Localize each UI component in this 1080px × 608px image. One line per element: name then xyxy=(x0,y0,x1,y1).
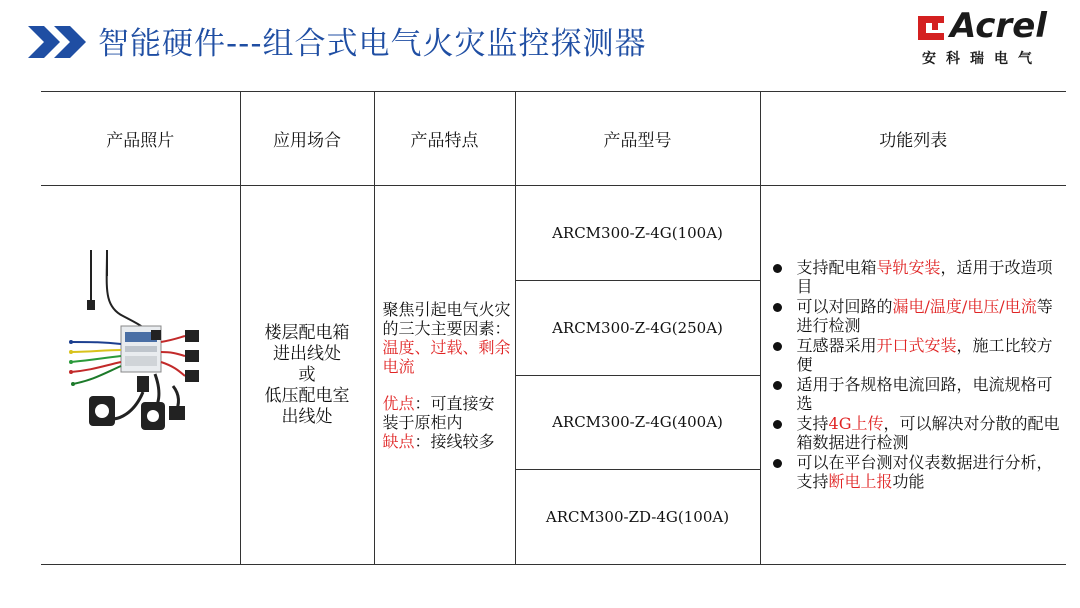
product-photo xyxy=(63,246,213,446)
disadvantage-label: 缺点 xyxy=(382,431,415,451)
bullet-icon xyxy=(773,303,782,312)
function-text: 可以对回路的 xyxy=(796,297,893,316)
bullet-icon xyxy=(773,459,782,468)
header-photo: 产品照片 xyxy=(41,92,240,186)
function-text: 互感器采用 xyxy=(796,336,877,355)
logo-subtitle: 安科瑞电气 xyxy=(922,51,1042,67)
features-cell xyxy=(374,186,515,565)
function-text: 支持配电箱 xyxy=(796,258,877,277)
model-item: ARCM300-Z-4G(250A) xyxy=(516,281,760,376)
function-item xyxy=(769,258,1061,296)
scene-line: 楼层配电箱 xyxy=(264,322,350,343)
function-text: 可以在平台测对仪表数据进行分析，支持 xyxy=(796,453,1053,491)
advantage-desc: ：可直接安装于原柜内 xyxy=(382,393,495,432)
header-application: 应用场合 xyxy=(240,92,374,186)
function-text: 支持 xyxy=(796,414,829,433)
application-cell xyxy=(240,186,374,565)
function-text: 等进行检测 xyxy=(796,297,1053,335)
function-highlight: 4G上传 xyxy=(828,414,884,433)
acrel-logo xyxy=(916,8,1066,68)
bullet-icon xyxy=(773,342,782,351)
function-text: ，适用于改造项目 xyxy=(796,258,1053,296)
features-factors: 温度、过载、剩余电流 xyxy=(382,337,511,376)
header-functions: 功能列表 xyxy=(760,92,1066,186)
function-item xyxy=(769,414,1061,452)
scene-line: 低压配电室 xyxy=(264,385,350,406)
bullet-icon xyxy=(773,420,782,429)
product-table xyxy=(41,91,1066,565)
function-text: ，可以解决对分散的配电箱数据进行检测 xyxy=(796,414,1060,452)
model-item: ARCM300-ZD-4G(100A) xyxy=(545,508,730,527)
logo-wordmark: Acrel xyxy=(950,6,1047,46)
double-chevron-icon xyxy=(28,26,94,58)
function-item xyxy=(769,297,1061,335)
model-list xyxy=(516,186,760,564)
bullet-icon xyxy=(773,264,782,273)
function-highlight: 开口式安装 xyxy=(876,336,957,355)
scene-line: 出线处 xyxy=(281,406,333,427)
features-intro xyxy=(383,300,511,376)
table-header-row xyxy=(41,92,1066,186)
features-intro-text: 聚焦引起电气火灾的三大主要因素： xyxy=(382,299,511,338)
scene-line: 进出线处 xyxy=(273,343,341,364)
table-row xyxy=(41,186,1066,565)
function-item xyxy=(769,453,1061,491)
function-list xyxy=(769,258,1061,491)
model-item: ARCM300-Z-4G(100A) xyxy=(516,186,760,281)
function-item xyxy=(769,336,1061,374)
disadvantage-desc: ：接线较多 xyxy=(414,431,495,451)
advantage-text xyxy=(383,394,511,451)
function-highlight: 漏电/温度/电压/电流 xyxy=(892,297,1037,316)
function-highlight: 断电上报 xyxy=(828,472,893,491)
header-features: 产品特点 xyxy=(374,92,515,186)
models-cell xyxy=(515,186,760,565)
bullet-icon xyxy=(773,381,782,390)
advantage-label: 优点 xyxy=(382,393,415,413)
acrel-logo-mark-icon xyxy=(918,14,948,42)
page-title: 智能硬件---组合式电气火灾监控探测器 xyxy=(98,26,647,62)
function-text: ，施工比较方便 xyxy=(796,336,1053,374)
function-text: 适用于各规格电流回路，电流规格可选 xyxy=(796,375,1053,413)
scene-line: 或 xyxy=(298,364,316,385)
function-highlight: 导轨安装 xyxy=(876,258,941,277)
functions-cell xyxy=(760,186,1066,565)
function-text: 功能 xyxy=(892,472,925,491)
header-model: 产品型号 xyxy=(515,92,760,186)
function-item xyxy=(769,375,1061,413)
page-header xyxy=(0,0,1080,80)
model-item: ARCM300-Z-4G(400A) xyxy=(516,376,760,471)
product-photo-cell xyxy=(41,186,240,565)
